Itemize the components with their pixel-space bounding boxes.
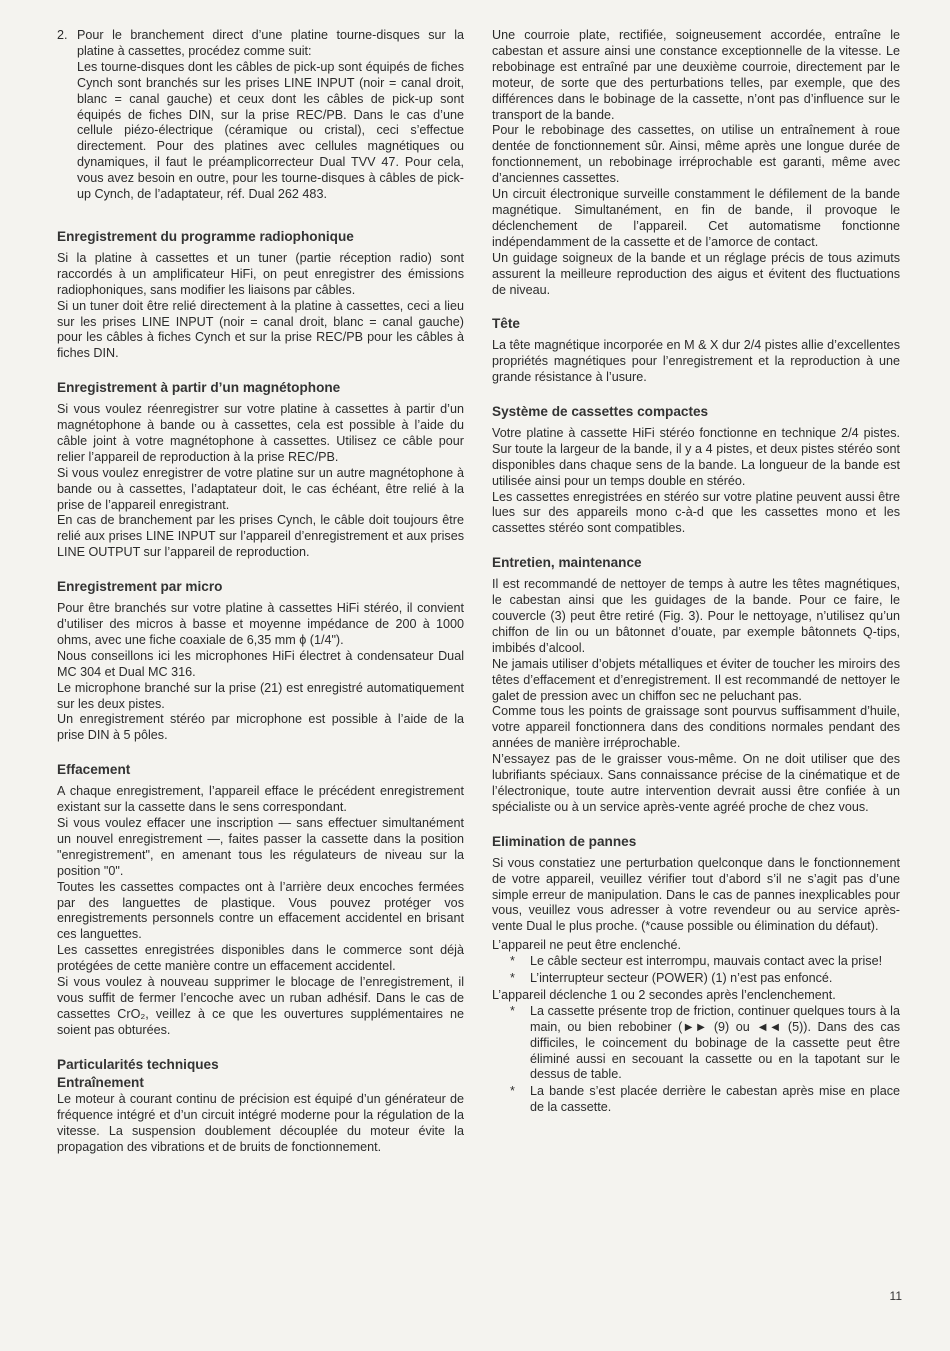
paragraph: Nous conseillons ici les microphones HiFi électret à condensateur Dual MC 304 et Dual MC 316.: [57, 648, 464, 679]
left-column: [57, 28, 464, 1156]
paragraph: Un enregistrement stéréo par microphone est possible à l’aide de la prise DIN à 5 pôles.: [57, 712, 464, 743]
paragraph: Si vous voulez à nouveau supprimer le blocage de l’enregistrement, il vous suffit de fermer l’encoche avec un ruban adhésif. Dans le cas de cassettes CrO₂, veillez à ce que les ouvertures supplémentaires ne soient pas obturées.: [57, 975, 464, 1037]
paragraph: Pour le branchement direct d’une platine tourne-disques sur la platine à cassettes, procédez comme suit:: [77, 28, 464, 58]
section-heading-entretien: Entretien, maintenance: [492, 555, 642, 571]
cause-list: [492, 954, 900, 987]
list-item: * La bande s’est placée derrière le cabestan après mise en place de la cassette.: [510, 1084, 900, 1116]
paragraph: Les tourne-disques dont les câbles de pick-up sont équipés de fiches Cynch sont branchés sur les prises LINE INPUT (noir = canal droit, blanc = canal gauche) et ceux dont les câbles de pick-up sont équipés de fiches DIN, sur la prise REC/PB. Dans le cas d’une cellule piézo-électrique (céramique ou cristal), ceci s’effectue directement. Pour des platines avec cellules magnétiques ou dynamiques, il faut le préamplicorrecteur Dual TVV 47. Pour cela, vous avez besoin en outre, pour les tourne-disques à câbles de pick-up Cynch, de l’adaptateur, réf. Dual 262 483.: [77, 59, 464, 202]
paragraph: Ne jamais utiliser d’objets métalliques et éviter de toucher les miroirs des têtes d’effacement et d’enregistrement. Il est recommandé de nettoyer le galet de pression avec un chiffon sec ne peluchant pas.: [492, 656, 900, 703]
cause-list: [492, 1004, 900, 1116]
paragraph: Les cassettes enregistrées en stéréo sur votre platine peuvent aussi être lues sur des appareils mono c-à-d que les cassettes mono et les cassettes stéréo sont compatibles.: [492, 489, 900, 536]
paragraph: Si vous voulez enregistrer de votre platine sur un autre magnétophone à bande ou à cassettes, l’adaptateur doit, le cas échéant, être relié à la prise de l’appareil enregistrant.: [57, 465, 464, 512]
item-number: 2.: [57, 28, 68, 42]
section-heading-micro: Enregistrement par micro: [57, 579, 223, 595]
paragraph: Un circuit électronique surveille constamment le défilement de la bande magnétique. Simultanément, en fin de bande, il provoque le déclenchement de l’appareil. Cet automatisme fonctionne indépendamment de la cassette et de l’amorce de contact.: [492, 187, 900, 249]
right-column: [492, 28, 900, 1117]
section-heading-particularites: Particularités techniques: [57, 1056, 219, 1072]
paragraph: Si un tuner doit être relié directement à la platine à cassettes, ceci a lieu sur les prises LINE INPUT (noir = canal droit, blanc = canal gauche) pour les câbles à fiches Cynch et sur la prise REC/PB pour les câbles à fiches DIN.: [57, 298, 464, 361]
paragraph: Si vous voulez effacer une inscription — sans effectuer simultanément un nouvel enregistrement —, faites passer la cassette dans la position "enregistrement", en amenant tous les régulateurs de niveau sur la position "0".: [57, 815, 464, 878]
paragraph: Si vous voulez réenregistrer sur votre platine à cassettes à partir d’un magnétophone à bande ou à cassettes, cela est possible à l’aide du câble joint à votre magnétophone à cassettes. Utilisez ce câble pour relier l’appareil de reproduction à la prise REC/PB.: [57, 402, 464, 464]
paragraph: En cas de branchement par les prises Cynch, le câble doit toujours être relié aux prises LINE INPUT sur l’appareil d’enregistrement et aux prises LINE OUTPUT sur l’appareil de reproduction.: [57, 513, 464, 560]
paragraph: Un guidage soigneux de la bande et un réglage précis de tous azimuts assurent la meilleure reproduction des aigus et évitent des fluctuations de niveau.: [492, 250, 900, 297]
section-heading-magnetophone: Enregistrement à partir d’un magnétophone: [57, 380, 341, 396]
connection-item-2: [57, 28, 464, 203]
paragraph: Les cassettes enregistrées disponibles dans le commerce sont déjà protégées de cette manière contre un effacement accidentel.: [57, 943, 464, 974]
paragraph: Il est recommandé de nettoyer de temps à autre les têtes magnétiques, le cabestan ainsi que les guidages de la bande. Pour ce faire, le couvercle (3) peut être retiré (Fig. 3). Pour le nettoyage, n’utilisez qu’un chiffon de lin ou un bâtonnet d’ouate, par exemple bâtonnets Q-tips, imbibés d’alcool.: [492, 577, 900, 655]
paragraph: Votre platine à cassette HiFi stéréo fonctionne en technique 2/4 pistes. Sur toute la largeur de la bande, il y a 4 pistes, et deux pistes stéréo sont disponibles dans chaque sens de la bande. La longueur de la bande est utilisée ainsi pour un temps double en stéréo.: [492, 425, 900, 488]
paragraph: Pour être branchés sur votre platine à cassettes HiFi stéréo, il convient d’utiliser des micros à basse et moyenne impédance de 200 à 1000 ohms, avec une fiche coaxiale de 6,35 mm ϕ (1/4").: [57, 601, 464, 647]
section-heading-tete: Tête: [492, 316, 520, 332]
subsection-heading-entrainement: Entraînement: [57, 1074, 144, 1090]
list-item: * La cassette présente trop de friction, continuer quelques tours à la main, ou bien rebobiner (►► (9) ou ◄◄ (5)). Dans des cas difficiles, le coincement du bobinage de la cassette peut être éliminé aussi en secouant la cassette ou en la tapotant sur le dessus de table.: [510, 1004, 900, 1084]
paragraph: Si vous constatiez une perturbation quelconque dans le fonctionnement de votre appareil, veuillez vérifier tout d’abord s’il ne s’agit pas d’une simple erreur de manipulation. Dans le cas de pannes inexplicables pour vous, veuillez vous adresser à votre revendeur ou au service après-vente Dual le plus proche. (*cause possible ou élimination du défaut).: [492, 855, 900, 934]
paragraph: La tête magnétique incorporée en M & X dur 2/4 pistes allie d’excellentes propriétés magnétiques pour l’enregistrement et la reproduction à une grande résistance à l’usure.: [492, 338, 900, 385]
paragraph: Le moteur à courant continu de précision est équipé d’un générateur de fréquence intégré et d’un circuit intégré moderne pour la régulation de la vitesse. La suspension doublement découplée du moteur évite la propagation des vibrations et de bruits de fonctionnement.: [57, 1092, 464, 1155]
section-heading-systeme: Système de cassettes compactes: [492, 404, 709, 420]
list-item: * Le câble secteur est interrompu, mauvais contact avec la prise!: [510, 954, 900, 970]
list-item: * L’interrupteur secteur (POWER) (1) n’est pas enfoncé.: [510, 971, 900, 987]
paragraph: Une courroie plate, rectifiée, soigneusement accordée, entraîne le cabestan et assure ainsi une constance exceptionnelle de la vitesse. Le rebobinage est entraîné par une deuxième courroie, directement par le moteur, de sorte que des perturbations telles, par exemple, que des différences dans le bobinage de la cassette, n’ont pas d’influence sur le transport de la bande.: [492, 28, 900, 122]
section-heading-radio: Enregistrement du programme radiophonique: [57, 228, 354, 244]
trouble-case: L’appareil ne peut être enclenché.: [492, 938, 682, 953]
paragraph: Si la platine à cassettes et un tuner (partie réception radio) sont raccordés à un amplificateur HiFi, on peut enregistrer des émissions radiophoniques, sans modifier les liaisons par câbles.: [57, 250, 464, 297]
section-heading-pannes: Elimination de pannes: [492, 833, 637, 849]
paragraph: Le microphone branché sur la prise (21) est enregistré automatiquement sur les deux pistes.: [57, 680, 464, 711]
trouble-case: L’appareil déclenche 1 ou 2 secondes après l’enclenchement.: [492, 987, 836, 1002]
page-number: 11: [889, 1289, 902, 1303]
section-heading-effacement: Effacement: [57, 762, 131, 778]
paragraph: Pour le rebobinage des cassettes, on utilise un entraînement à roue dentée de fonctionnement sûr. Ainsi, même après une longue durée de fonctionnement, un rebobinage irréprochable est garanti, même avec d’anciennes cassettes.: [492, 123, 900, 186]
paragraph: A chaque enregistrement, l’appareil efface le précédent enregistrement existant sur la cassette dans le sens correspondant.: [57, 784, 464, 815]
paragraph: N’essayez pas de le graisser vous-même. On ne doit utiliser que des lubrifiants spéciaux. Sans connaissance précise de la cinématique et de l’électronique, toute autre intervention devrait aussi être confiée à un spécialiste ou à un service après-vente agréé proche de chez vous.: [492, 752, 900, 814]
paragraph: Toutes les cassettes compactes ont à l’arrière deux encoches fermées par des languettes de plastique. Vous pouvez protéger vos enregistrements personnels contre un effacement accidentel en brisant ces languettes.: [57, 879, 464, 942]
paragraph: Comme tous les points de graissage sont pourvus suffisamment d’huile, votre appareil fonctionnera dans des conditions normales pendant des années de manière irréprochable.: [492, 704, 900, 751]
item-body: [77, 28, 464, 203]
